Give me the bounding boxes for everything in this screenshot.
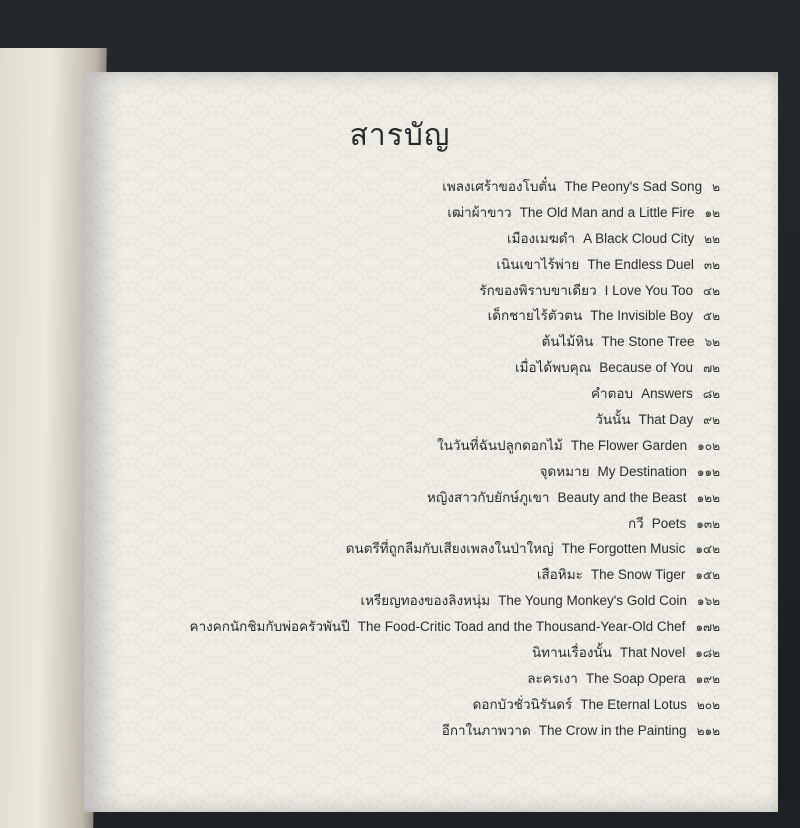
entry-page-number: ๔๒	[703, 283, 720, 298]
toc-entry	[0, 640, 720, 666]
entry-english-title: The Flower Garden	[570, 437, 688, 453]
toc-entry	[0, 174, 720, 200]
toc-entry	[0, 278, 720, 304]
entry-english-title: The Endless Duel	[587, 256, 694, 272]
entry-english-title: Poets	[651, 515, 687, 531]
table-of-contents	[0, 174, 720, 744]
entry-thai-title: เสือหิมะ	[536, 567, 583, 584]
entry-english-title: The Old Man and a Little Fire	[519, 204, 695, 220]
entry-page-number: ๗๒	[703, 361, 720, 376]
toc-entry	[0, 536, 720, 562]
entry-thai-title: หญิงสาวกับยักษ์ภูเขา	[427, 489, 550, 506]
entry-english-title: The Young Monkey's Gold Coin	[498, 593, 687, 609]
entry-english-title: The Eternal Lotus	[580, 696, 687, 712]
entry-thai-title: คางคกนักชิมกับพ่อครัวพันปี	[189, 619, 350, 636]
entry-thai-title: เมืองเมฆดำ	[507, 230, 576, 247]
entry-english-title: The Peony's Sad Song	[564, 179, 703, 194]
toc-entry	[0, 718, 720, 744]
entry-page-number: ๒๐๒	[696, 697, 720, 712]
toc-entry	[0, 226, 720, 252]
entry-thai-title: นิทานเรื่องนั้น	[531, 645, 612, 662]
entry-page-number: ๑๙๒	[695, 671, 720, 686]
entry-thai-title: จุดหมาย	[539, 463, 590, 480]
entry-english-title: The Snow Tiger	[590, 567, 686, 583]
entry-english-title: The Forgotten Music	[561, 541, 686, 557]
toc-entry	[0, 329, 720, 355]
entry-thai-title: ในวันที่ฉันปลูกดอกไม้	[437, 437, 563, 454]
entry-page-number: ๘๒	[702, 387, 720, 402]
toc-entry	[0, 511, 720, 537]
entry-english-title: That Novel	[619, 645, 686, 661]
entry-english-title: The Invisible Boy	[590, 308, 693, 324]
entry-thai-title: วันนั้น	[595, 412, 631, 429]
entry-page-number: ๕๒	[703, 309, 720, 324]
entry-english-title: Answers	[641, 386, 693, 402]
entry-english-title: The Soap Opera	[585, 670, 686, 686]
entry-page-number: ๑๔๒	[695, 542, 720, 557]
entry-page-number: ๑๒	[704, 205, 720, 220]
toc-entry	[0, 666, 720, 692]
entry-english-title: Because of You	[599, 360, 694, 376]
entry-page-number: ๑๘๒	[695, 646, 720, 661]
entry-thai-title: เมื่อได้พบคุณ	[515, 360, 592, 377]
entry-page-number: ๑๐๒	[697, 438, 720, 453]
entry-page-number: ๒	[712, 180, 720, 194]
entry-thai-title: รักของพิราบขาเดียว	[479, 282, 597, 299]
toc-entry	[0, 614, 720, 640]
entry-english-title: A Black Cloud City	[583, 230, 695, 246]
entry-thai-title: ต้นไม้หิน	[541, 334, 594, 351]
entry-english-title: Beauty and the Beast	[557, 489, 687, 505]
toc-entry	[0, 200, 720, 226]
entry-thai-title: คำตอบ	[591, 386, 634, 403]
entry-thai-title: เพลงเศร้าของโบตั๋น	[442, 179, 557, 195]
entry-page-number: ๑๓๒	[696, 516, 720, 531]
entry-thai-title: กวี	[627, 515, 644, 532]
page-title: สารบัญ	[349, 118, 451, 153]
entry-page-number: ๒๒	[704, 231, 720, 246]
entry-page-number: ๑๕๒	[695, 568, 720, 583]
toc-entry	[0, 692, 720, 718]
entry-english-title: The Crow in the Painting	[538, 722, 687, 738]
entry-page-number: ๑๒๒	[696, 490, 720, 505]
toc-entry	[0, 562, 720, 588]
entry-thai-title: เหรียญทองของลิงหนุ่ม	[360, 593, 491, 610]
toc-entry	[0, 303, 720, 329]
entry-english-title: The Food-Critic Toad and the Thousand-Year-Old Chef	[357, 619, 686, 635]
toc-entry	[0, 355, 720, 381]
entry-page-number: ๖๒	[704, 335, 720, 350]
entry-english-title: The Stone Tree	[601, 334, 695, 350]
entry-english-title: That Day	[638, 412, 694, 428]
entry-thai-title: เด็กชายไร้ตัวตน	[487, 308, 583, 325]
toc-entry	[0, 485, 720, 511]
entry-page-number: ๑๗๒	[695, 620, 720, 635]
entry-thai-title: ดนตรีที่ถูกลืมกับเสียงเพลงในป่าใหญ่	[345, 541, 554, 558]
toc-entry	[0, 433, 720, 459]
entry-page-number: ๙๒	[703, 413, 720, 428]
entry-thai-title: ละครเงา	[527, 670, 578, 687]
toc-entry	[0, 588, 720, 614]
entry-page-number: ๒๑๒	[696, 723, 720, 738]
entry-thai-title: เนินเขาไร้พ่าย	[496, 256, 580, 273]
toc-entry	[0, 252, 720, 278]
toc-entry	[0, 381, 720, 407]
toc-entry	[0, 407, 720, 433]
toc-entry	[0, 459, 720, 485]
entry-english-title: I Love You Too	[604, 282, 693, 298]
entry-thai-title: อีกาในภาพวาด	[441, 722, 531, 739]
entry-thai-title: เฒ่าผ้าขาว	[447, 204, 512, 221]
entry-page-number: ๓๒	[703, 257, 720, 272]
entry-english-title: My Destination	[597, 463, 687, 479]
entry-page-number: ๑๖๒	[696, 594, 720, 609]
entry-thai-title: ดอกบัวชั่วนิรันดร์	[472, 696, 573, 713]
entry-page-number: ๑๑๒	[696, 464, 720, 479]
